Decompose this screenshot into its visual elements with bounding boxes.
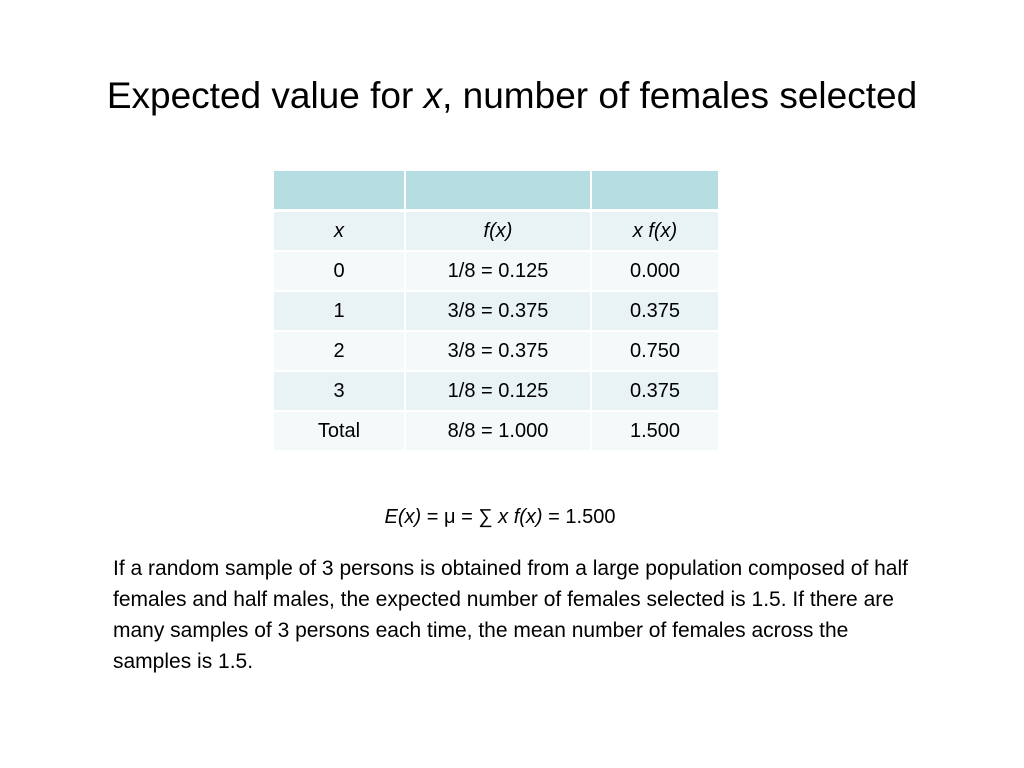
- title-variable: x: [423, 75, 443, 116]
- column-label-fx: f(x): [405, 211, 591, 252]
- table-cell: 1: [273, 291, 405, 331]
- header-cell: [591, 170, 719, 211]
- table-cell: 0.375: [591, 291, 719, 331]
- table-cell: 3: [273, 371, 405, 411]
- column-label-x: x: [273, 211, 405, 252]
- table-cell: 3/8 = 0.375: [405, 331, 591, 371]
- slide-title: [0, 72, 1024, 120]
- table-header-row: [273, 170, 719, 211]
- table-cell: 1/8 = 0.125: [405, 371, 591, 411]
- formula-lhs: E(x): [384, 506, 422, 528]
- table-cell: 3/8 = 0.375: [405, 291, 591, 331]
- formula-result: 1.500: [565, 506, 616, 528]
- probability-table: [272, 169, 720, 452]
- table-row: [273, 251, 719, 291]
- table-cell: 0.750: [591, 331, 719, 371]
- table-cell: 0.000: [591, 251, 719, 291]
- title-suffix: , number of females selected: [442, 75, 918, 116]
- table-row: [273, 331, 719, 371]
- table-row: [273, 371, 719, 411]
- title-prefix: Expected value for: [106, 75, 424, 116]
- formula-equals: =: [542, 506, 566, 528]
- column-label-row: [273, 211, 719, 252]
- table-total-row: [273, 411, 719, 451]
- formula-sum-term: x f(x): [498, 506, 543, 528]
- table-cell: Total: [273, 411, 405, 451]
- table-row: [273, 291, 719, 331]
- table-cell: 2: [273, 331, 405, 371]
- table-cell: 8/8 = 1.000: [405, 411, 591, 451]
- header-cell: [405, 170, 591, 211]
- explanation-text: If a random sample of 3 persons is obtained from a large population composed of half females and half males, the expected number of females selected is 1.5. If there are many samples of 3 persons each time, the mean number of females across the samples is 1.5.: [113, 557, 908, 673]
- expected-value-formula: [0, 503, 1000, 531]
- table-cell: 1.500: [591, 411, 719, 451]
- table-cell: 0: [273, 251, 405, 291]
- formula-equals-mu-sum: = μ = ∑: [421, 506, 499, 528]
- header-cell: [273, 170, 405, 211]
- column-label-xfx: x f(x): [591, 211, 719, 252]
- table-cell: 1/8 = 0.125: [405, 251, 591, 291]
- table-cell: 0.375: [591, 371, 719, 411]
